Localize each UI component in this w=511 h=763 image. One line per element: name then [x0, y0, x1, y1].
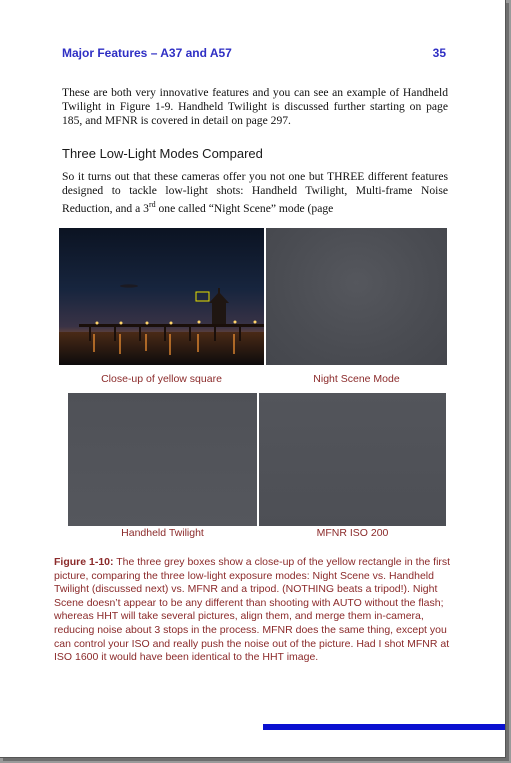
caption-mfnr: MFNR ISO 200 — [316, 527, 389, 539]
paragraph-text-end: one called “Night Scene” mode (page — [155, 202, 334, 216]
mfnr-closeup — [259, 393, 446, 526]
caption-handheld-twilight: Handheld Twilight — [121, 527, 204, 539]
ordinal-superscript: rd — [148, 200, 156, 210]
paragraph-text-start: So it turns out that these cameras offer you not one but THREE different features designed to tackle low-light shots: Handheld Twilight, Multi-frame Noise Reduction, and a 3 — [62, 170, 448, 216]
figure-caption — [54, 556, 464, 665]
running-header — [62, 46, 446, 60]
night-scene-closeup — [266, 228, 447, 365]
body-paragraph-intro: These are both very innovative features and you can see an example of Handheld Twilight in Figure 1-9. Handheld Twilight is discussed further starting on page 185, and MFNR is covered in detail on page 297. — [62, 86, 448, 128]
pier-photo-graphic — [59, 228, 264, 365]
caption-closeup: Close-up of yellow square — [101, 373, 222, 385]
header-title: Major Features – A37 and A57 — [62, 46, 232, 60]
body-paragraph-low-light — [62, 170, 448, 216]
figure-label: Figure 1-10: — [54, 556, 114, 568]
figure-caption-text: The three grey boxes show a close-up of the yellow rectangle in the first picture, comparing the three low-light exposure modes: Night Scene vs. Handheld Twilight (discussed next) vs. MFNR and a tripod. (NOTHING beats a tripod!). Night Scene doesn’t appear to be any different than shooting with AUTO without the flash; whereas HHT will take several pictures, align them, and merge them in-camera, reducing noise about 3 stops in the process. MFNR does the same thing, except you can control your ISO and really push the noise out of the picture. Had I shot MFNR at ISO 1600 it would have been identical to the HHT image. — [54, 556, 451, 664]
page-number: 35 — [432, 46, 446, 60]
caption-night-scene: Night Scene Mode — [313, 373, 400, 385]
handheld-twilight-closeup — [68, 393, 257, 526]
footer-accent-bar — [263, 724, 505, 730]
section-heading: Three Low-Light Modes Compared — [62, 146, 263, 161]
pier-twilight-photo — [59, 228, 264, 365]
